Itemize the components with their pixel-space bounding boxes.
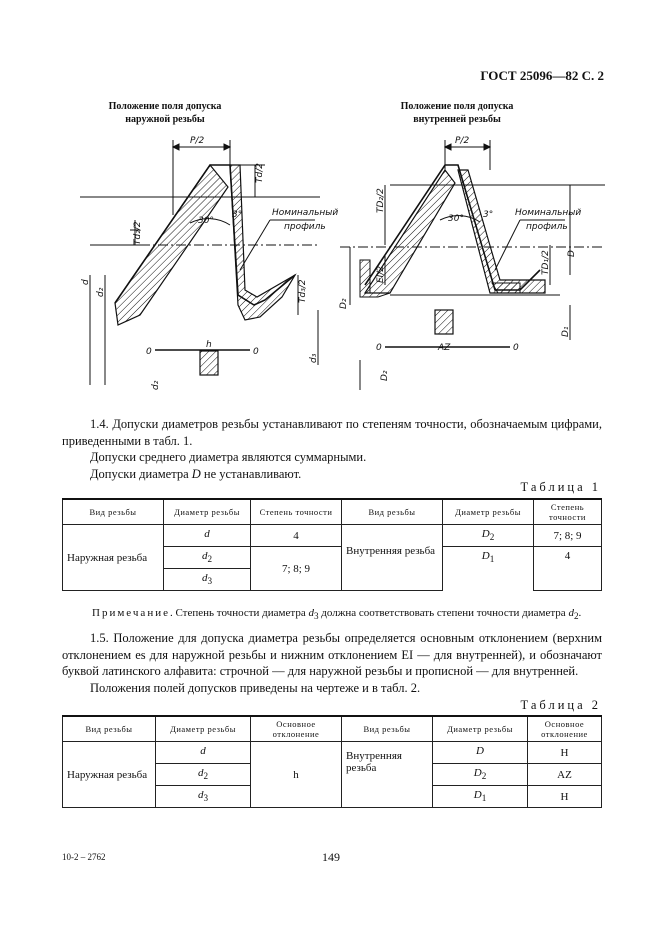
t2-int-dev1: AZ xyxy=(528,764,602,786)
label-3: 3° xyxy=(232,210,243,220)
paragraph-1 xyxy=(62,416,602,482)
para1-line2: Допуски среднего диаметра являются суммарными. xyxy=(90,450,367,464)
label-3-right: 3° xyxy=(483,210,494,220)
label-nominal-right: Номинальный xyxy=(515,208,582,218)
label-p2-right: P/2 xyxy=(455,136,470,146)
label-d2: d₂ xyxy=(96,287,106,297)
table-1: Вид резьбы Диаметр резьбы Степень точности Вид резьбы Диаметр резьбы Степень точности Наружная резьба d 4 Внутренняя резьба $D_2$ 7; 8; 9 $d_2$ 7; 8; 9 $D_1$ 4 $d_3$ xyxy=(62,498,602,591)
label-tdd2: Td₂/2 xyxy=(133,221,143,245)
para2-line1: 1.5. Положение для допуска диаметра резьбы определяется основным отклонением (верхним отклонением es для наружной резьбы и нижним отклонением EI — для внутренней), и обозначают буквой латинского алфавита: строчной — для наружной резьбы и прописной — для внутренней. xyxy=(62,631,602,678)
tolerance-field-right xyxy=(230,165,295,320)
label-30-right: 30° xyxy=(448,214,464,224)
t1-int-deg1: 4 xyxy=(534,547,602,591)
table2-caption: Таблица 2 xyxy=(520,698,601,712)
paragraph-2 xyxy=(62,630,602,696)
para1-line1: 1.4. Допуски диаметров резьбы устанавливают по степеням точности, обозначаемым цифрами, приведенными в табл. 1. xyxy=(62,417,602,448)
label-h: h xyxy=(206,340,212,350)
label-ei2: EI/2 xyxy=(376,265,386,283)
thread-tolerance-drawing xyxy=(60,125,620,400)
table-2: Вид резьбы Диаметр резьбы Основное отклонение Вид резьбы Диаметр резьбы Основное отклонение Наружная резьба d h Внутренняя резьба D H $d_2$ $D_2$ AZ $d_3$ $D_1$ H xyxy=(62,715,602,808)
label-zero-left-a: 0 xyxy=(146,347,152,357)
label-zero-right-a: 0 xyxy=(376,343,382,353)
label-td2: Td/2 xyxy=(255,163,265,183)
label-zero-right-b: 0 xyxy=(513,343,519,353)
label-d2-low: d₂ xyxy=(151,380,161,390)
label-D2-low: D₂ xyxy=(380,370,390,381)
table1-note: Примечание. Степень точности диаметра $d_3$ должна соответствовать степени точности диаметра $d_2$. xyxy=(92,607,582,622)
right-drawing-caption: Положение поля допуска внутренней резьбы xyxy=(400,101,514,125)
footer-code: 10-2 – 2762 xyxy=(62,852,106,862)
label-D2: D₂ xyxy=(339,298,349,309)
label-profile-right: профиль xyxy=(526,222,568,232)
label-td3: Td₃/2 xyxy=(298,279,308,303)
label-profile: профиль xyxy=(284,222,326,232)
t2-int-dev2: H xyxy=(528,786,602,808)
t2-int-type: Внутренняя резьба xyxy=(342,742,433,808)
t2-ext-type: Наружная резьба xyxy=(63,742,156,808)
t1-h0: Вид резьбы xyxy=(63,499,164,525)
t1-ext-deg1: 4 xyxy=(251,525,342,547)
label-td1-int: TD₁/2 xyxy=(541,250,551,275)
t1-h5: Степень точности xyxy=(534,499,602,525)
t1-h4: Диаметр резьбы xyxy=(443,499,534,525)
t1-h1: Диаметр резьбы xyxy=(164,499,251,525)
label-d: d xyxy=(81,279,91,285)
t2-h1: Диаметр резьбы xyxy=(156,716,251,742)
t1-int-deg0: 7; 8; 9 xyxy=(534,525,602,547)
t2-h4: Диаметр резьбы xyxy=(433,716,528,742)
page-number: 149 xyxy=(322,850,340,864)
label-tdd2-int: TD₂/2 xyxy=(376,188,386,213)
t2-h5: Основное отклонение xyxy=(528,716,602,742)
label-az: AZ xyxy=(438,343,451,353)
label-p2: P/2 xyxy=(190,136,205,146)
t1-h2: Степень точности xyxy=(251,499,342,525)
t2-ext-dev: h xyxy=(251,742,342,808)
t2-h3: Вид резьбы xyxy=(342,716,433,742)
t1-ext-deg23: 7; 8; 9 xyxy=(251,547,342,591)
left-drawing-caption: Положение поля допуска наружной резьбы xyxy=(108,101,222,125)
para2-line2: Положения полей допусков приведены на чертеже и в табл. 2. xyxy=(90,680,421,695)
t2-h0: Вид резьбы xyxy=(63,716,156,742)
t2-int-dev0: H xyxy=(528,742,602,764)
t1-ext-type: Наружная резьба xyxy=(63,525,164,591)
page-header: ГОСТ 25096—82 С. 2 xyxy=(480,68,604,83)
label-30: 30° xyxy=(198,216,214,226)
table1-caption: Таблица 1 xyxy=(520,480,601,494)
label-d3: d₃ xyxy=(309,353,319,363)
t2-h2: Основное отклонение xyxy=(251,716,342,742)
t1-h3: Вид резьбы xyxy=(342,499,443,525)
t1-int-type: Внутренняя резьба xyxy=(342,525,443,591)
label-D: D xyxy=(567,250,577,257)
label-zero-left-b: 0 xyxy=(253,347,259,357)
label-nominal: Номинальный xyxy=(272,208,339,218)
para1-line3: Допуски диаметра D не устанавливают. xyxy=(90,466,302,481)
label-D1: D₁ xyxy=(561,326,571,337)
